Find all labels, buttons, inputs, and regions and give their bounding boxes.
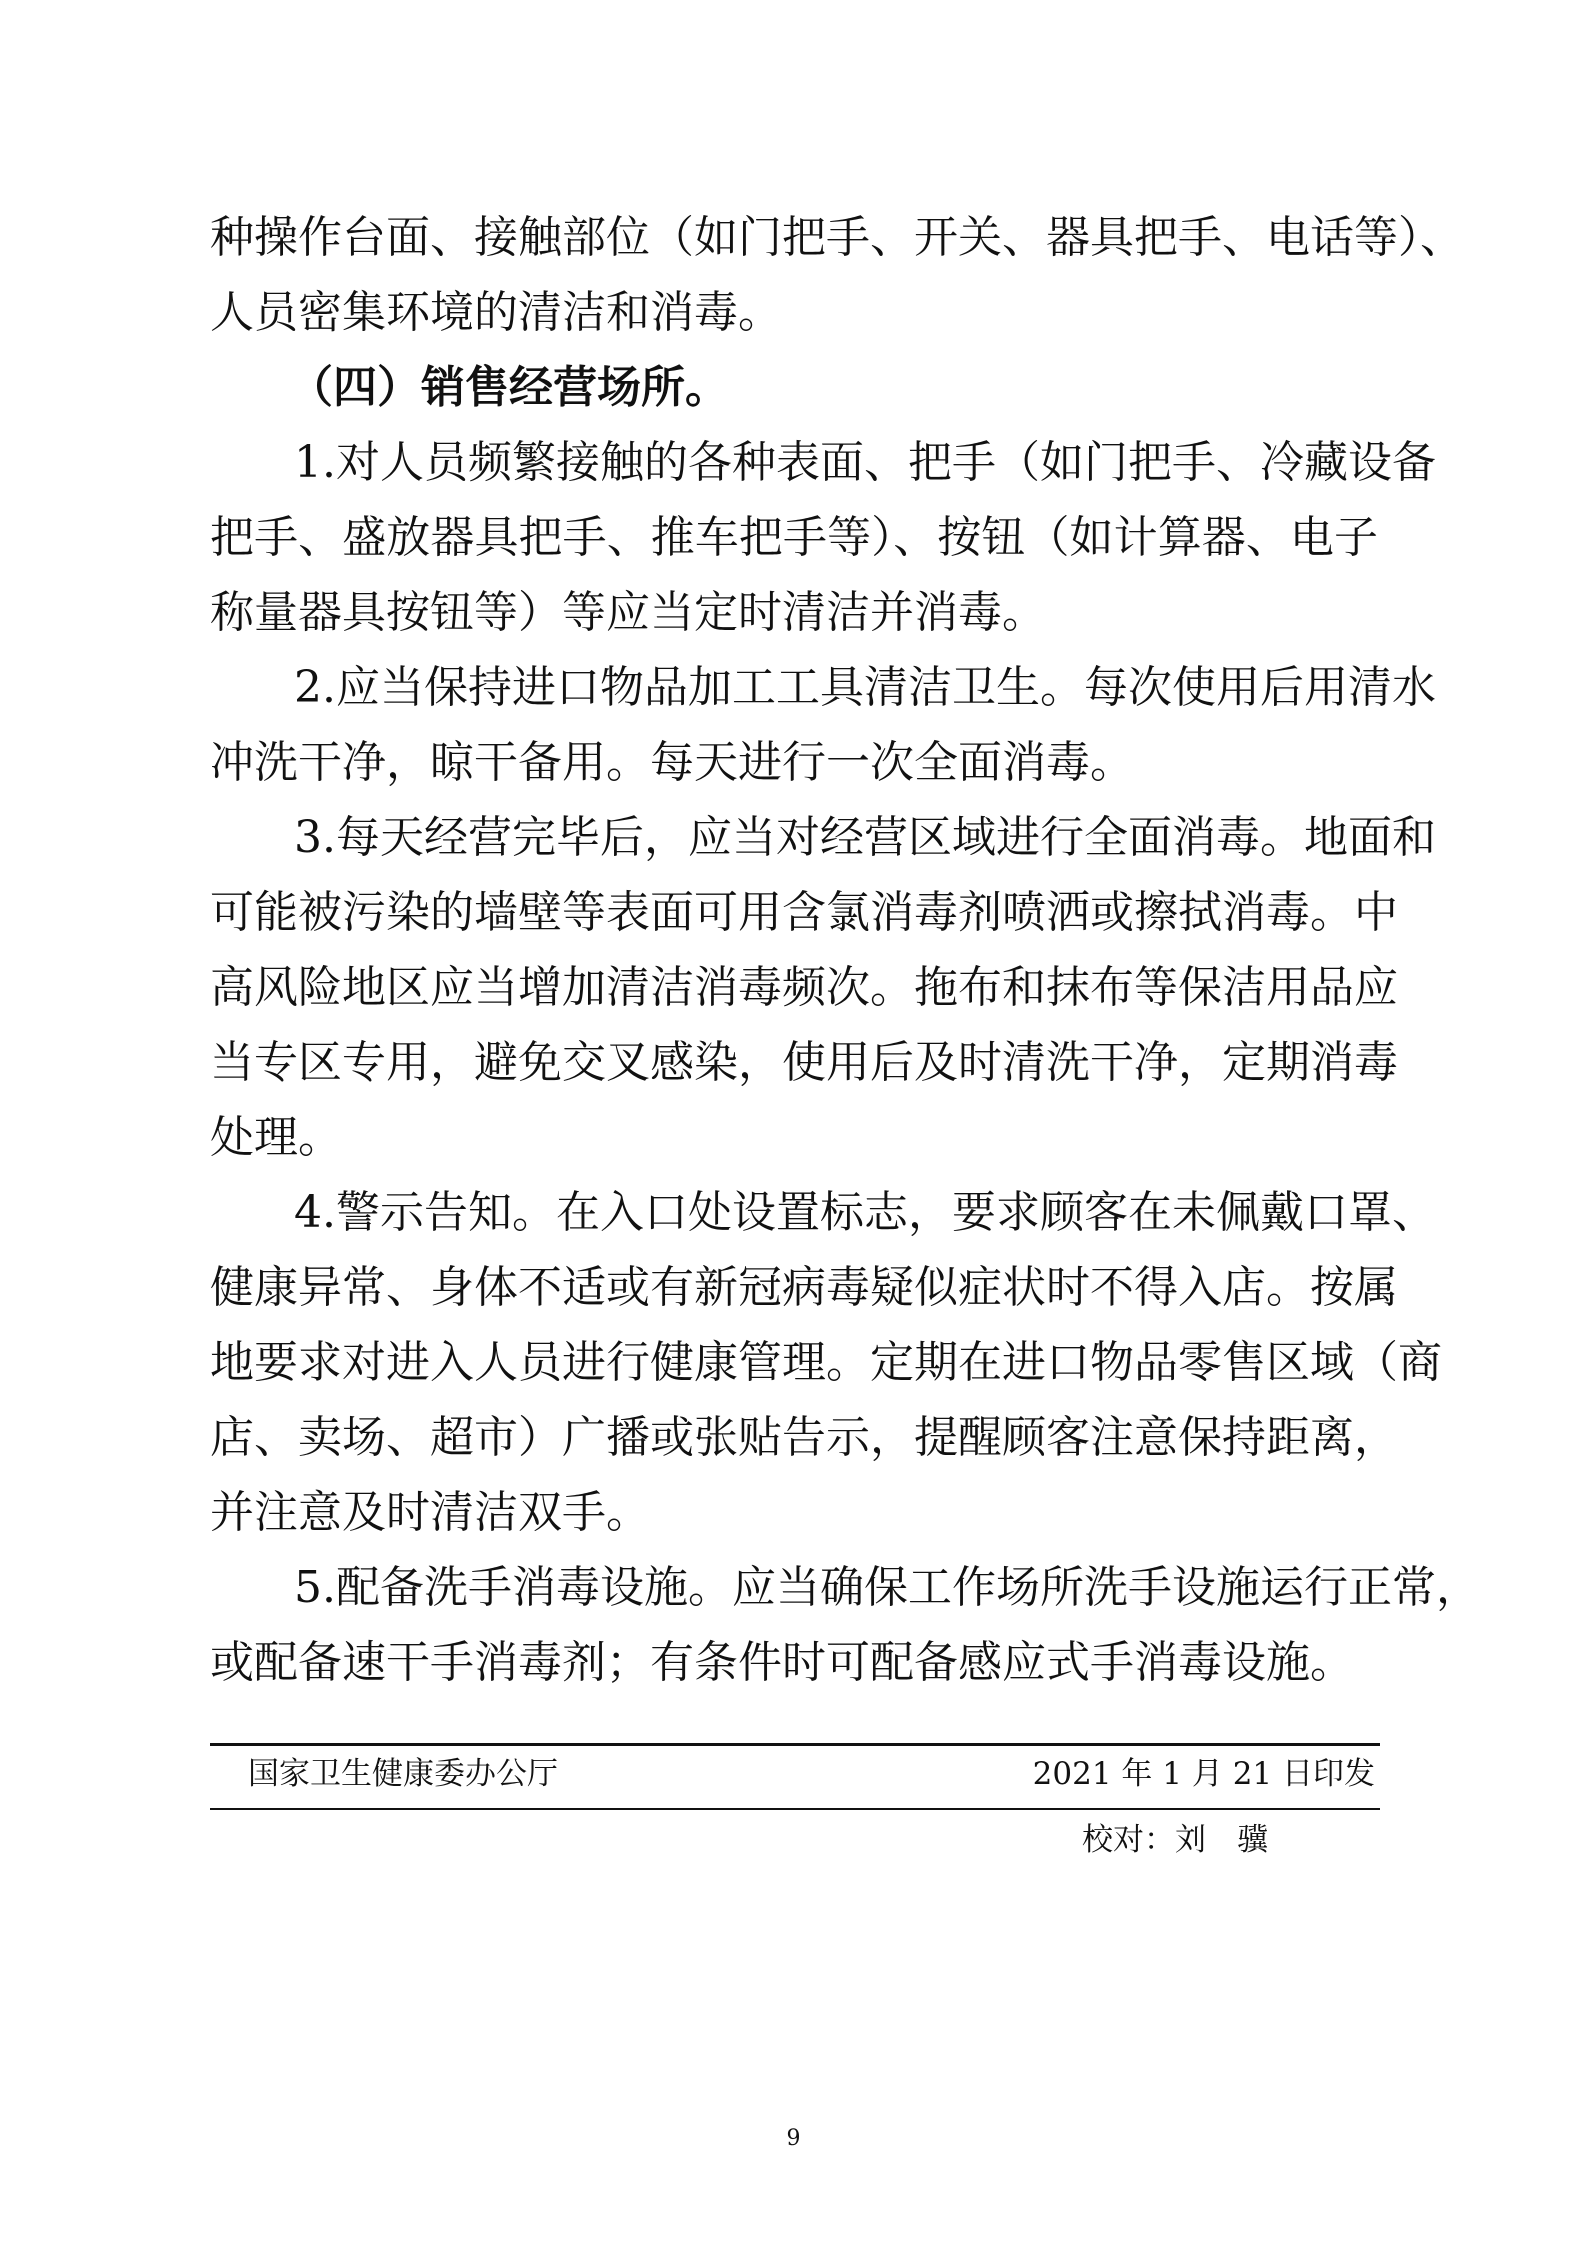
body-line: 5.配备洗手消毒设施。应当确保工作场所洗手设施运行正常， (294, 1562, 1480, 1613)
body-line: 或配备速干手消毒剂；有条件时可配备感应式手消毒设施。 (210, 1637, 1354, 1688)
body-line: 种操作台面、接触部位（如门把手、开关、器具把手、电话等）、 (210, 212, 1464, 263)
body-line: 店、卖场、超市）广播或张贴告示，提醒顾客注意保持距离， (210, 1412, 1398, 1463)
body-line: 可能被污染的墙壁等表面可用含氯消毒剂喷洒或擦拭消毒。中 (210, 887, 1398, 938)
body-line: 高风险地区应当增加清洁消毒频次。拖布和抹布等保洁用品应 (210, 962, 1398, 1013)
footer-issue-date: 2021 年 1 月 21 日印发 (1032, 1756, 1375, 1792)
body-line: 3.每天经营完毕后，应当对经营区域进行全面消毒。地面和 (294, 812, 1436, 863)
body-line: 人员密集环境的清洁和消毒。 (210, 287, 782, 338)
body-line: 称量器具按钮等）等应当定时清洁并消毒。 (210, 587, 1046, 638)
body-line: 当专区专用，避免交叉感染，使用后及时清洗干净，定期消毒 (210, 1037, 1398, 1088)
footer-bottom-rule (210, 1808, 1380, 1810)
page-number: 9 (786, 2126, 801, 2151)
body-line: 健康异常、身体不适或有新冠病毒疑似症状时不得入店。按属 (210, 1262, 1398, 1313)
section-heading: （四）销售经营场所。 (289, 362, 729, 413)
body-line: 地要求对进入人员进行健康管理。定期在进口物品零售区域（商 (210, 1337, 1442, 1388)
footer-proofreader: 校对：刘 骥 (1082, 1822, 1268, 1858)
body-line: 2.应当保持进口物品加工工具清洁卫生。每次使用后用清水 (294, 662, 1436, 713)
body-line: 4.警示告知。在入口处设置标志，要求顾客在未佩戴口罩、 (294, 1187, 1436, 1238)
body-line: 把手、盛放器具把手、推车把手等）、按钮（如计算器、电子 (210, 512, 1378, 563)
body-line: 冲洗干净，晾干备用。每天进行一次全面消毒。 (210, 737, 1134, 788)
body-line: 处理。 (210, 1112, 342, 1163)
footer-top-rule (210, 1743, 1380, 1746)
body-line: 并注意及时清洁双手。 (210, 1487, 650, 1538)
body-line: 1.对人员频繁接触的各种表面、把手（如门把手、冷藏设备 (294, 437, 1436, 488)
footer-issuer: 国家卫生健康委办公厅 (248, 1756, 558, 1792)
